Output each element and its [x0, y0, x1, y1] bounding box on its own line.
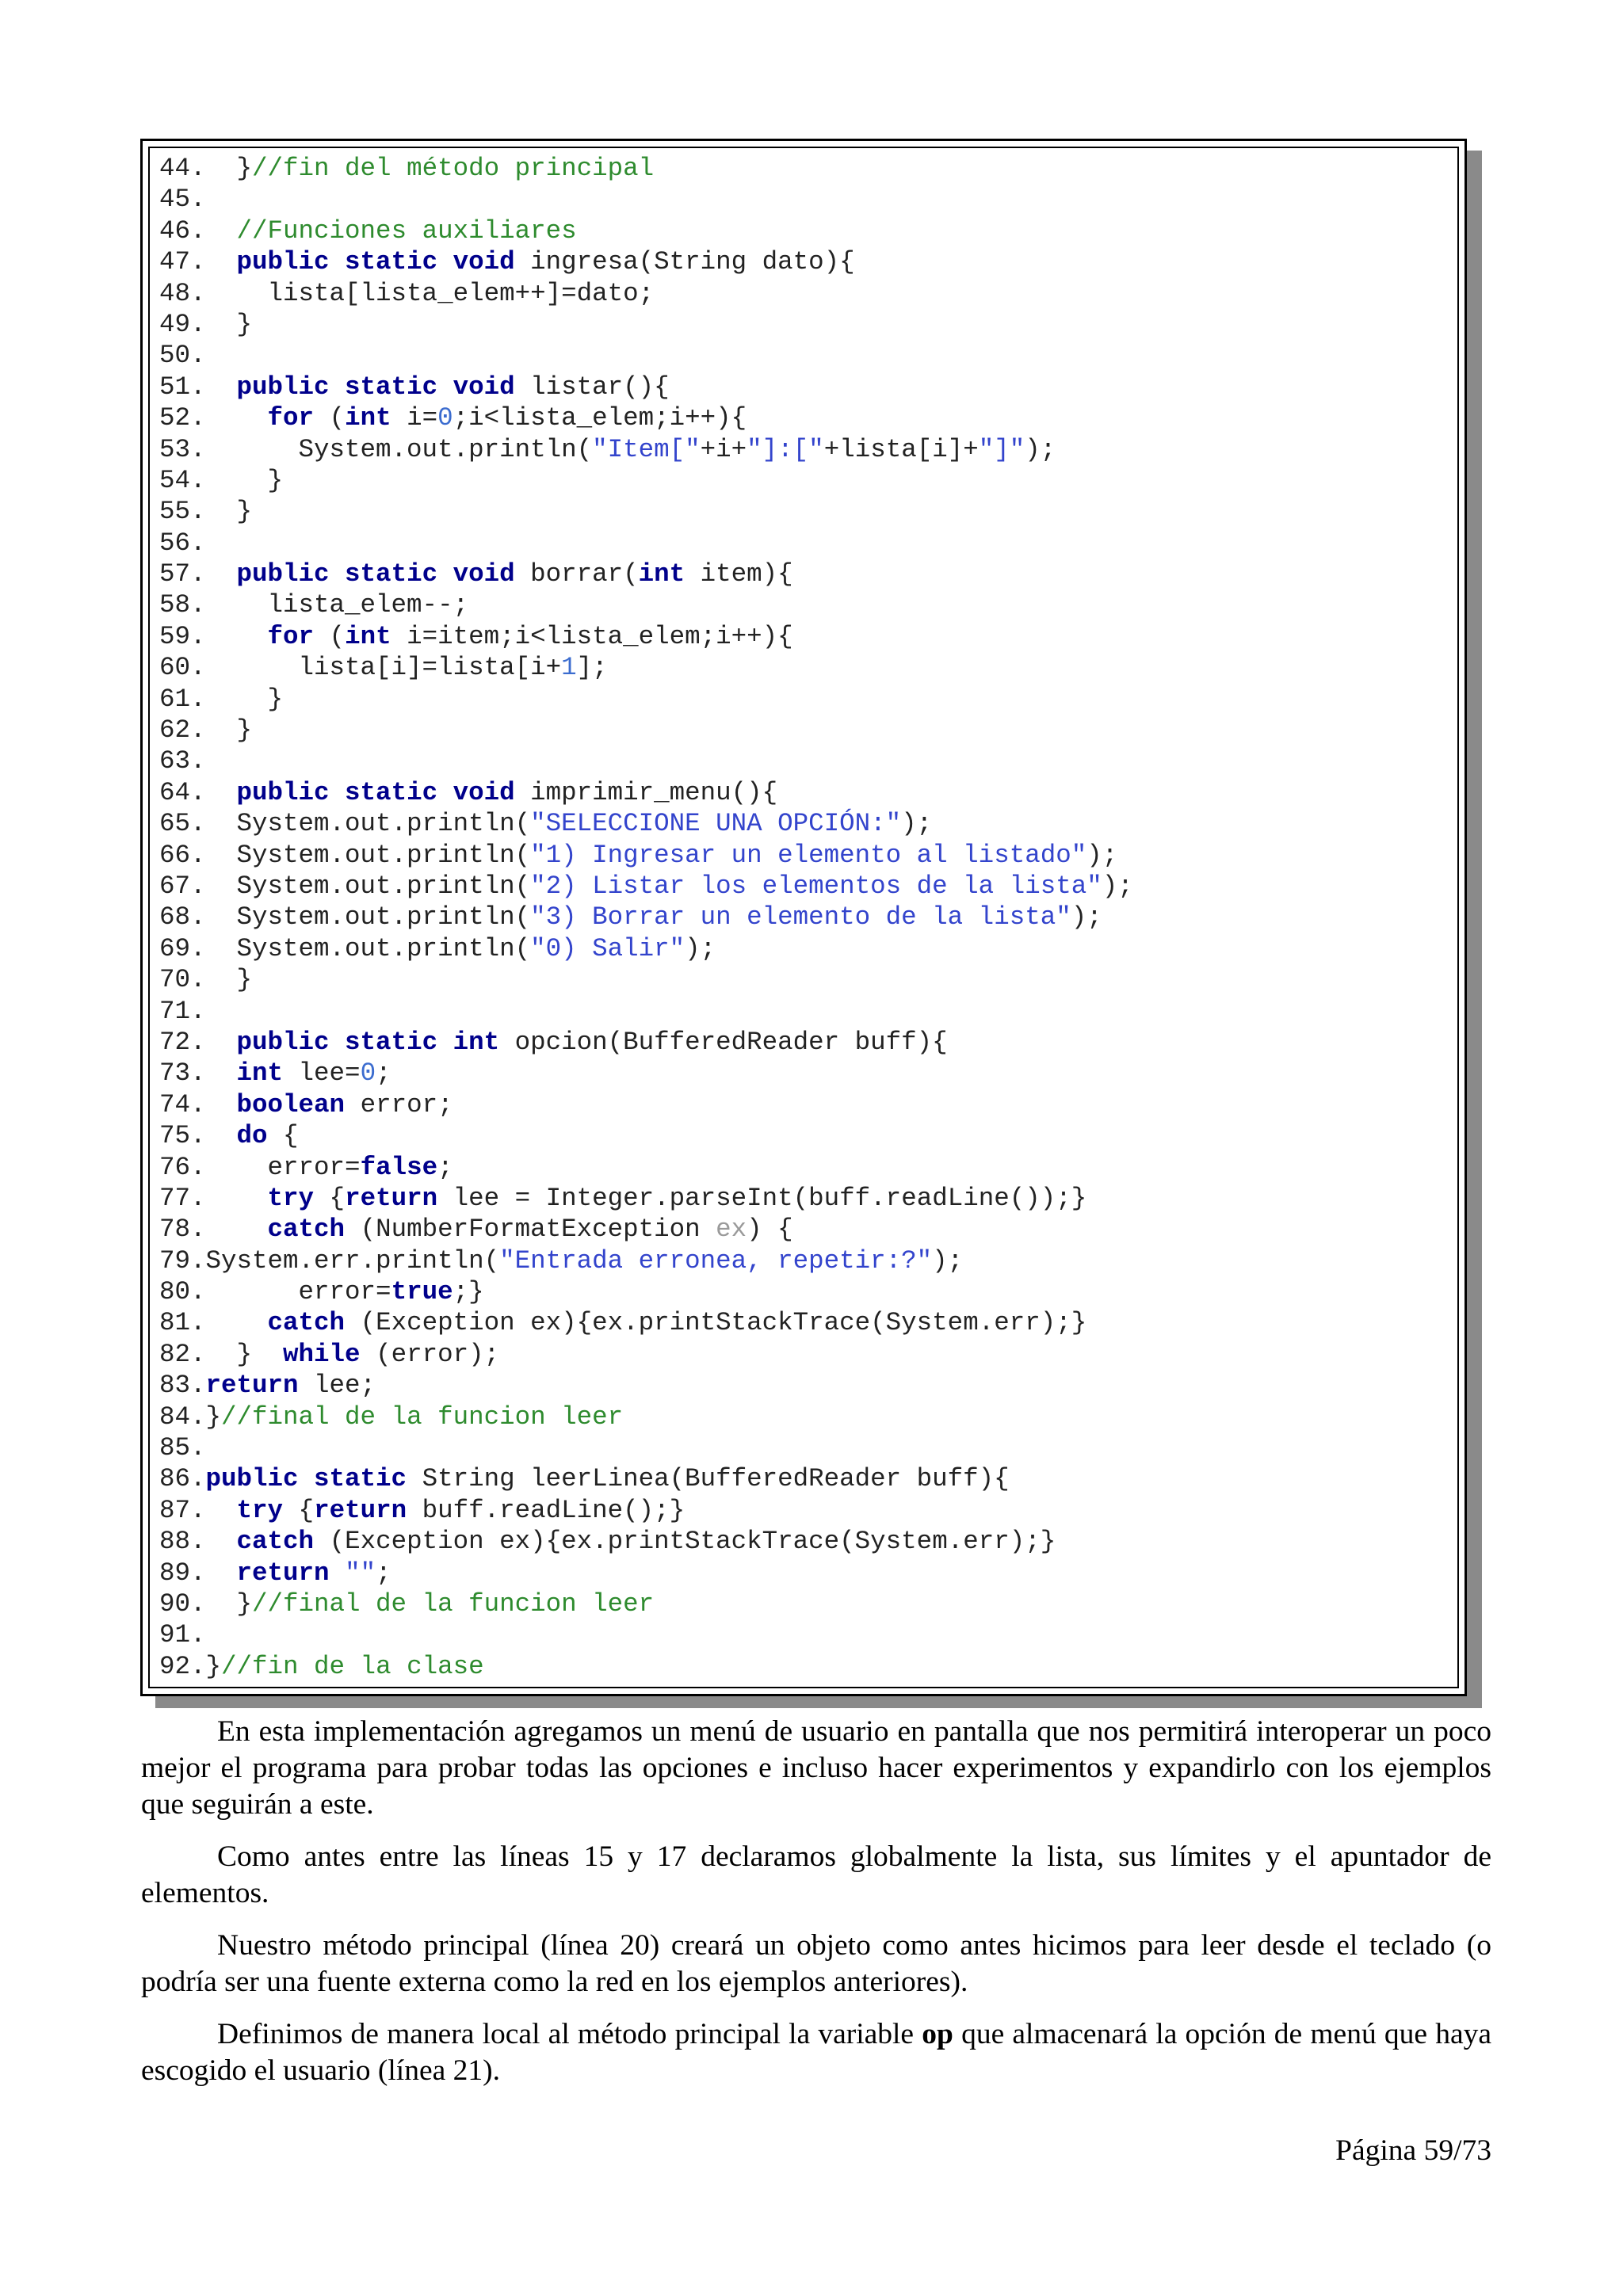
- line-number: 80.: [159, 1277, 206, 1307]
- code-line: [159, 1402, 1457, 1432]
- code-token: buff.readLine();}: [407, 1495, 685, 1525]
- code-token: false: [360, 1152, 438, 1182]
- code-token: "3) Borrar un elemento de la lista": [530, 902, 1071, 933]
- line-number: 69.: [159, 933, 206, 963]
- code-token: [206, 1184, 268, 1213]
- line-number: 70.: [159, 965, 206, 995]
- code-token: "1) Ingresar un elemento al listado": [530, 840, 1087, 870]
- code-token: "2) Listar los elementos de la lista": [530, 871, 1102, 901]
- code-token: catch: [267, 1215, 346, 1245]
- code-token: [206, 1090, 237, 1119]
- code-token: System.out.println(: [205, 871, 531, 901]
- code-token: );: [1086, 840, 1118, 870]
- code-token: "]:[": [747, 434, 824, 464]
- code-token: "Item[": [592, 434, 701, 464]
- code-token: lee=: [283, 1058, 361, 1089]
- code-token: (: [314, 621, 346, 651]
- code-token: [206, 1558, 237, 1588]
- code-token: int: [345, 403, 391, 433]
- line-number: 58.: [159, 590, 206, 620]
- code-token: [206, 247, 237, 277]
- line-number: 61.: [159, 684, 206, 714]
- code-line: [159, 964, 1457, 995]
- code-line: [159, 1058, 1457, 1089]
- code-line: [159, 777, 1457, 808]
- code-line: [159, 1558, 1457, 1589]
- line-number: 89.: [159, 1558, 206, 1588]
- code-token: ;: [376, 1058, 391, 1089]
- code-token: try: [267, 1183, 315, 1213]
- code-token: );: [685, 933, 716, 963]
- code-token: item){: [685, 559, 793, 589]
- code-token: [206, 1121, 237, 1150]
- code-token: [206, 778, 237, 807]
- code-token: lee;: [298, 1371, 376, 1401]
- code-token: }: [205, 154, 253, 183]
- code-token: return: [345, 1183, 438, 1213]
- line-number: 68.: [159, 902, 206, 933]
- code-line: [159, 153, 1457, 184]
- code-token: return: [236, 1558, 330, 1588]
- code-token: "": [345, 1558, 376, 1588]
- code-token: try: [236, 1495, 284, 1525]
- line-number: 79.: [159, 1245, 206, 1276]
- code-line: [159, 840, 1457, 871]
- line-number: 71.: [159, 996, 206, 1026]
- code-token: [206, 1308, 268, 1337]
- code-line: [159, 1027, 1457, 1058]
- code-line: [159, 1214, 1457, 1245]
- paragraph-3: Nuestro método principal (línea 20) creará un objeto como antes hicimos para leer desde el teclado (o podría ser una fuente externa como la red en los ejemplos anteriores).: [141, 1929, 1491, 1998]
- code-token: System.err.println(: [205, 1245, 500, 1276]
- line-number: 49.: [159, 309, 206, 339]
- code-line: [159, 1651, 1457, 1682]
- line-number: 90.: [159, 1589, 206, 1619]
- code-line: [159, 808, 1457, 839]
- code-line: [159, 621, 1457, 652]
- code-token: error=: [205, 1152, 361, 1182]
- code-token: }: [205, 309, 253, 339]
- code-line: [159, 1276, 1457, 1307]
- code-token: while: [283, 1339, 361, 1369]
- code-token: [206, 559, 237, 589]
- line-number: 56.: [159, 528, 206, 558]
- code-token: i=item;i<lista_elem;i++){: [391, 621, 793, 651]
- code-token: String leerLinea(BufferedReader buff){: [407, 1464, 1010, 1494]
- code-token: public static void: [236, 559, 515, 589]
- page-number: Página 59/73: [1335, 2134, 1491, 2167]
- line-number: 51.: [159, 372, 206, 402]
- code-line: [159, 1183, 1457, 1214]
- code-line: [159, 1619, 1457, 1650]
- code-line: [159, 1463, 1457, 1494]
- code-token: System.out.println(: [205, 840, 531, 870]
- code-token: (Exception ex){ex.printStackTrace(System.err);}: [314, 1527, 1056, 1557]
- code-token: return: [314, 1495, 407, 1525]
- code-token: {: [314, 1183, 346, 1213]
- code-token: 0: [360, 1058, 376, 1089]
- code-line: [159, 1432, 1457, 1463]
- code-token: );: [932, 1245, 964, 1276]
- code-token: borrar(: [514, 559, 639, 589]
- code-token: "Entrada erronea, repetir:?": [499, 1245, 933, 1276]
- line-number: 47.: [159, 247, 206, 277]
- code-token: );: [901, 809, 933, 839]
- line-number: 77.: [159, 1183, 206, 1213]
- code-line: [159, 652, 1457, 683]
- code-token: System.out.println(: [205, 933, 531, 963]
- code-line: [159, 1339, 1457, 1370]
- line-number: 50.: [159, 341, 206, 371]
- line-number: 72.: [159, 1027, 206, 1057]
- code-token: [206, 1028, 237, 1057]
- code-line: [159, 1495, 1457, 1526]
- code-token: public static void: [236, 372, 515, 402]
- code-token: "SELECCIONE UNA OPCIÓN:": [530, 809, 902, 839]
- code-listing-frame: [140, 139, 1467, 1696]
- code-token: [206, 1496, 237, 1525]
- code-line: [159, 309, 1457, 340]
- code-token: [206, 622, 268, 651]
- line-number: 88.: [159, 1527, 206, 1557]
- code-token: error;: [345, 1089, 453, 1119]
- code-line: [159, 589, 1457, 620]
- code-token: 0: [437, 403, 453, 433]
- code-line: [159, 372, 1457, 402]
- code-listing: [148, 147, 1459, 1688]
- code-line: [159, 559, 1457, 589]
- code-token: public static: [205, 1464, 407, 1494]
- code-token: ;i<lista_elem;i++){: [453, 403, 747, 433]
- line-number: 66.: [159, 840, 206, 870]
- code-line: [159, 278, 1457, 309]
- code-token: System.out.println(: [205, 809, 531, 839]
- code-token: int: [345, 621, 391, 651]
- code-token: [206, 403, 268, 433]
- code-token: imprimir_menu(){: [514, 777, 778, 807]
- code-token: catch: [236, 1527, 315, 1557]
- code-line: [159, 746, 1457, 776]
- line-number: 83.: [159, 1371, 206, 1401]
- code-line: [159, 1589, 1457, 1619]
- code-token: +lista[i]+: [823, 434, 979, 464]
- line-number: 91.: [159, 1620, 206, 1650]
- code-token: [206, 1058, 237, 1088]
- code-token: "]": [978, 434, 1025, 464]
- variable-op: op: [922, 2018, 953, 2050]
- line-number: 84.: [159, 1402, 206, 1432]
- code-token: //fin del método principal: [252, 154, 655, 183]
- paragraph-2: Como antes entre las líneas 15 y 17 declaramos globalmente la lista, sus límites y el apuntador de elementos.: [141, 1840, 1491, 1909]
- line-number: 57.: [159, 559, 206, 589]
- code-token: listar(){: [514, 372, 670, 402]
- code-line: [159, 340, 1457, 371]
- paragraph-4: [141, 2016, 1491, 2089]
- code-line: [159, 434, 1457, 465]
- code-token: }: [205, 965, 253, 995]
- line-number: 87.: [159, 1495, 206, 1525]
- code-token: );: [1102, 871, 1133, 901]
- line-number: 46.: [159, 215, 206, 246]
- code-token: catch: [267, 1308, 346, 1338]
- line-number: 82.: [159, 1339, 206, 1369]
- code-token: (Exception ex){ex.printStackTrace(System.err);}: [345, 1308, 1087, 1338]
- code-token: (: [314, 403, 346, 433]
- code-token: System.out.println(: [205, 902, 531, 933]
- code-token: [206, 1527, 237, 1556]
- code-token: );: [1025, 434, 1056, 464]
- paragraph-4-text-a: Definimos de manera local al método principal la variable: [217, 2018, 922, 2050]
- code-line: [159, 215, 1457, 246]
- code-token: lee = Integer.parseInt(buff.readLine());}: [437, 1183, 1087, 1213]
- line-number: 74.: [159, 1089, 206, 1119]
- code-token: int: [236, 1058, 284, 1089]
- code-token: ingresa(String dato){: [514, 247, 855, 277]
- code-line: [159, 684, 1457, 715]
- code-token: ;}: [453, 1277, 484, 1307]
- code-token: lista[i]=lista[i+: [205, 653, 562, 683]
- code-line: [159, 1120, 1457, 1151]
- code-token: [206, 372, 237, 402]
- code-line: [159, 1307, 1457, 1338]
- line-number: 73.: [159, 1058, 206, 1089]
- code-token: [330, 1558, 346, 1588]
- line-number: 65.: [159, 809, 206, 839]
- code-token: ;: [376, 1558, 391, 1588]
- code-line: [159, 528, 1457, 559]
- code-token: "0) Salir": [530, 933, 685, 963]
- code-line: [159, 1245, 1457, 1276]
- line-number: 54.: [159, 465, 206, 495]
- code-token: }: [205, 1402, 222, 1432]
- code-token: //final de la funcion leer: [252, 1589, 655, 1619]
- code-token: ;: [437, 1152, 453, 1182]
- line-number: 92.: [159, 1651, 206, 1681]
- code-token: +i+: [700, 434, 747, 464]
- code-token: lista_elem--;: [205, 590, 469, 620]
- line-number: 86.: [159, 1464, 206, 1494]
- code-token: }: [205, 715, 253, 746]
- line-number: 52.: [159, 403, 206, 433]
- line-number: 76.: [159, 1152, 206, 1182]
- line-number: 85.: [159, 1433, 206, 1463]
- line-number: 55.: [159, 497, 206, 527]
- code-line: [159, 1370, 1457, 1401]
- code-line: [159, 1089, 1457, 1120]
- code-token: //Funciones auxiliares: [236, 215, 577, 246]
- code-line: [159, 496, 1457, 527]
- line-number: 78.: [159, 1215, 206, 1245]
- code-line: [159, 246, 1457, 277]
- code-token: }: [205, 465, 284, 495]
- code-token: System.out.println(: [205, 434, 593, 464]
- code-line: [159, 465, 1457, 496]
- code-line: [159, 996, 1457, 1027]
- code-token: public static void: [236, 247, 515, 277]
- paragraph-1: En esta implementación agregamos un menú de usuario en pantalla que nos permitirá interoperar un poco mejor el programa para probar todas las opciones e incluso hacer experimentos y expandirlo con los ejemplos que seguirán a este.: [141, 1715, 1491, 1821]
- code-token: int: [638, 559, 685, 589]
- code-token: );: [1071, 902, 1102, 933]
- code-token: //final de la funcion leer: [221, 1402, 624, 1432]
- code-line: [159, 402, 1457, 433]
- code-token: [206, 1215, 268, 1244]
- line-number: 62.: [159, 715, 206, 746]
- code-token: true: [391, 1277, 453, 1307]
- code-token: 1: [561, 653, 577, 683]
- line-number: 45.: [159, 185, 206, 215]
- code-token: error=: [205, 1277, 391, 1307]
- code-line: [159, 1526, 1457, 1557]
- code-token: }: [205, 1589, 253, 1619]
- code-line: [159, 902, 1457, 933]
- code-token: ex: [716, 1215, 747, 1245]
- code-token: }: [205, 684, 284, 714]
- code-token: (NumberFormatException: [345, 1215, 716, 1245]
- line-number: 81.: [159, 1308, 206, 1338]
- code-token: ) {: [747, 1215, 793, 1245]
- code-token: ];: [576, 653, 608, 683]
- code-token: [206, 216, 237, 246]
- line-number: 75.: [159, 1121, 206, 1151]
- code-token: public static int: [236, 1027, 500, 1057]
- line-number: 63.: [159, 746, 206, 776]
- code-token: return: [205, 1371, 299, 1401]
- code-token: lista[lista_elem++]=dato;: [205, 278, 655, 308]
- code-token: }: [205, 1339, 284, 1369]
- code-line: [159, 184, 1457, 215]
- code-token: (error);: [360, 1339, 500, 1369]
- code-token: }: [205, 1651, 222, 1681]
- code-token: //fin de la clase: [221, 1651, 484, 1681]
- code-token: i=: [391, 403, 438, 433]
- code-token: for: [267, 621, 315, 651]
- line-number: 64.: [159, 777, 206, 807]
- code-token: boolean: [236, 1089, 346, 1119]
- code-token: do: [236, 1121, 268, 1151]
- code-token: opcion(BufferedReader buff){: [499, 1027, 948, 1057]
- line-number: 59.: [159, 621, 206, 651]
- code-line: [159, 871, 1457, 902]
- line-number: 44.: [159, 154, 206, 183]
- code-token: {: [283, 1495, 315, 1525]
- code-token: for: [267, 403, 315, 433]
- code-token: }: [205, 497, 253, 527]
- line-number: 60.: [159, 653, 206, 683]
- line-number: 67.: [159, 871, 206, 901]
- code-token: public static void: [236, 777, 515, 807]
- code-line: [159, 715, 1457, 746]
- code-line: [159, 1152, 1457, 1183]
- line-number: 48.: [159, 278, 206, 308]
- code-line: [159, 933, 1457, 964]
- code-token: {: [267, 1121, 299, 1151]
- line-number: 53.: [159, 434, 206, 464]
- paragraph-4-text-b: que almacenará la opción de menú que haya escogido el usuario (línea 21).: [141, 2018, 1491, 2087]
